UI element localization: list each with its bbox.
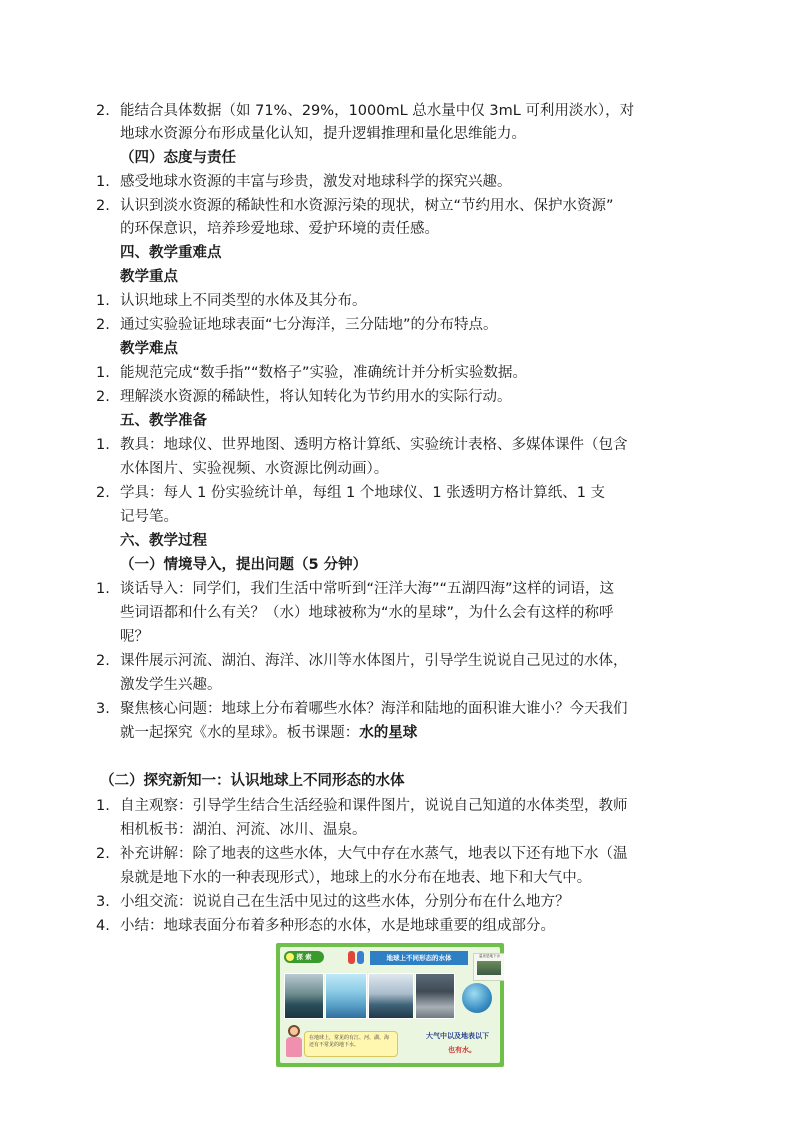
- list-text: 补充讲解：除了地表的这些水体，大气中存在水蒸气，地表以下还有地下水（温: [120, 846, 628, 862]
- list-text: 相机板书：湖泊、河流、冰川、温泉。: [120, 822, 367, 838]
- list-number: 2.: [96, 485, 110, 501]
- list-text: 能规范完成“数手指”“数格子”实验，准确统计并分析实验数据。: [120, 365, 528, 381]
- list-text: 感受地球水资源的丰富与珍贵，激发对地球科学的探究兴趣。: [120, 174, 512, 190]
- section-heading: 五、教学准备: [120, 413, 207, 429]
- slide-content: [280, 947, 500, 1063]
- list-number: 2.: [96, 317, 110, 333]
- glacier-image: [325, 973, 367, 1019]
- list-number: 2.: [96, 653, 110, 669]
- hot-spring-card: [473, 953, 504, 981]
- list-text: 学具：每人 1 份实验统计单，每组 1 个地球仪、1 张透明方格计算纸、1 支: [120, 485, 606, 501]
- globe-icon: [462, 983, 492, 1013]
- list-number: 1.: [96, 365, 110, 381]
- storm-cloud-image: [415, 973, 455, 1019]
- list-text: 小组交流：说说自己在生活中见过的这些水体，分别分布在什么地方？: [120, 894, 570, 910]
- speech-card: 在地球上，常见的有江、河、湖、海还有不常见的地下水。: [304, 1031, 398, 1057]
- slide-title: 地球上不同形态的水体: [370, 951, 468, 965]
- list-text: 教具：地球仪、世界地图、透明方格计算纸、实验统计表格、多媒体课件（包含: [120, 437, 628, 453]
- list-text: 激发学生兴趣。: [120, 677, 222, 693]
- earth-diagram: [456, 981, 496, 1023]
- list-text: 记号笔。: [120, 509, 178, 525]
- explore-tag: [284, 951, 324, 963]
- sub-heading: 教学难点: [120, 341, 178, 357]
- list-number: 1.: [96, 581, 110, 597]
- ocean-image: [368, 973, 414, 1019]
- children-icon: [348, 949, 366, 965]
- list-number: 1.: [96, 293, 110, 309]
- slide-caption-highlight: 也有水。: [448, 1046, 476, 1054]
- sub-heading: 教学重点: [120, 269, 178, 285]
- list-number: 2.: [96, 198, 110, 214]
- list-number: 2.: [96, 103, 110, 119]
- list-text: [120, 723, 417, 743]
- hot-spring-label: 温泉是地下水: [479, 954, 500, 958]
- sub-heading: （一）情境导入，提出问题（5 分钟）: [120, 557, 368, 573]
- list-text: 的环保意识，培养珍爱地球、爱护环境的责任感。: [120, 221, 439, 237]
- list-text: 些词语都和什么有关？（水）地球被称为“水的星球”，为什么会有这样的称呼: [120, 605, 614, 621]
- slide-caption: 大气中以及地表以下: [426, 1032, 489, 1040]
- list-text-part: 就一起探究《水的星球》。板书课题：: [120, 725, 360, 741]
- list-number: 2.: [96, 846, 110, 862]
- section-heading: （四）态度与责任: [120, 150, 236, 166]
- list-text: 聚焦核心问题：地球上分布着哪些水体？海洋和陆地的面积谁大谁小？今天我们: [120, 701, 628, 717]
- list-text: 理解淡水资源的稀缺性，将认知转化为节约用水的实际行动。: [120, 389, 512, 405]
- list-number: 4.: [96, 918, 110, 934]
- list-number: 3.: [96, 894, 110, 910]
- list-number: 1.: [96, 174, 110, 190]
- explore-tag-label: 探 索: [296, 953, 312, 961]
- board-title: 水的星球: [359, 725, 418, 741]
- list-number: 1.: [96, 437, 110, 453]
- list-text: 泉就是地下水的一种表现形式），地球上的水分布在地表、地下和大气中。: [120, 870, 592, 886]
- lake-image: [284, 973, 324, 1019]
- girl-illustration: [284, 1025, 304, 1059]
- list-text: 水体图片、实验视频、水资源比例动画）。: [120, 461, 389, 477]
- list-text: 认识地球上不同类型的水体及其分布。: [120, 293, 367, 309]
- tag-dot-icon: [286, 953, 294, 961]
- list-number: 3.: [96, 701, 110, 717]
- hot-spring-image: [477, 961, 501, 975]
- section-heading: （二）探究新知一：认识地球上不同形态的水体: [100, 773, 405, 789]
- section-heading: 四、教学重难点: [120, 245, 222, 261]
- list-text: 地球水资源分布形成量化认知，提升逻辑推理和量化思维能力。: [120, 126, 526, 142]
- list-text: 小结：地球表面分布着多种形态的水体，水是地球重要的组成部分。: [120, 918, 555, 934]
- list-text: 课件展示河流、湖泊、海洋、冰川等水体图片，引导学生说说自己见过的水体，: [120, 653, 628, 669]
- list-text: 能结合具体数据（如 71%、29%，1000mL 总水量中仅 3mL 可利用淡水），对: [120, 103, 635, 119]
- list-text: 自主观察：引导学生结合生活经验和课件图片，说说自己知道的水体类型，教师: [120, 798, 628, 814]
- list-text: 通过实验验证地球表面“七分海洋，三分陆地”的分布特点。: [120, 317, 498, 333]
- list-number: 2.: [96, 389, 110, 405]
- list-number: 1.: [96, 798, 110, 814]
- slide-figure: [276, 943, 504, 1067]
- section-heading: 六、教学过程: [120, 533, 207, 549]
- list-text: 认识到淡水资源的稀缺性和水资源污染的现状，树立“节约用水、保护水资源”: [120, 198, 614, 214]
- list-text: 呢？: [120, 629, 149, 645]
- list-text: 谈话导入：同学们，我们生活中常听到“汪洋大海”“五湖四海”这样的词语，这: [120, 581, 615, 597]
